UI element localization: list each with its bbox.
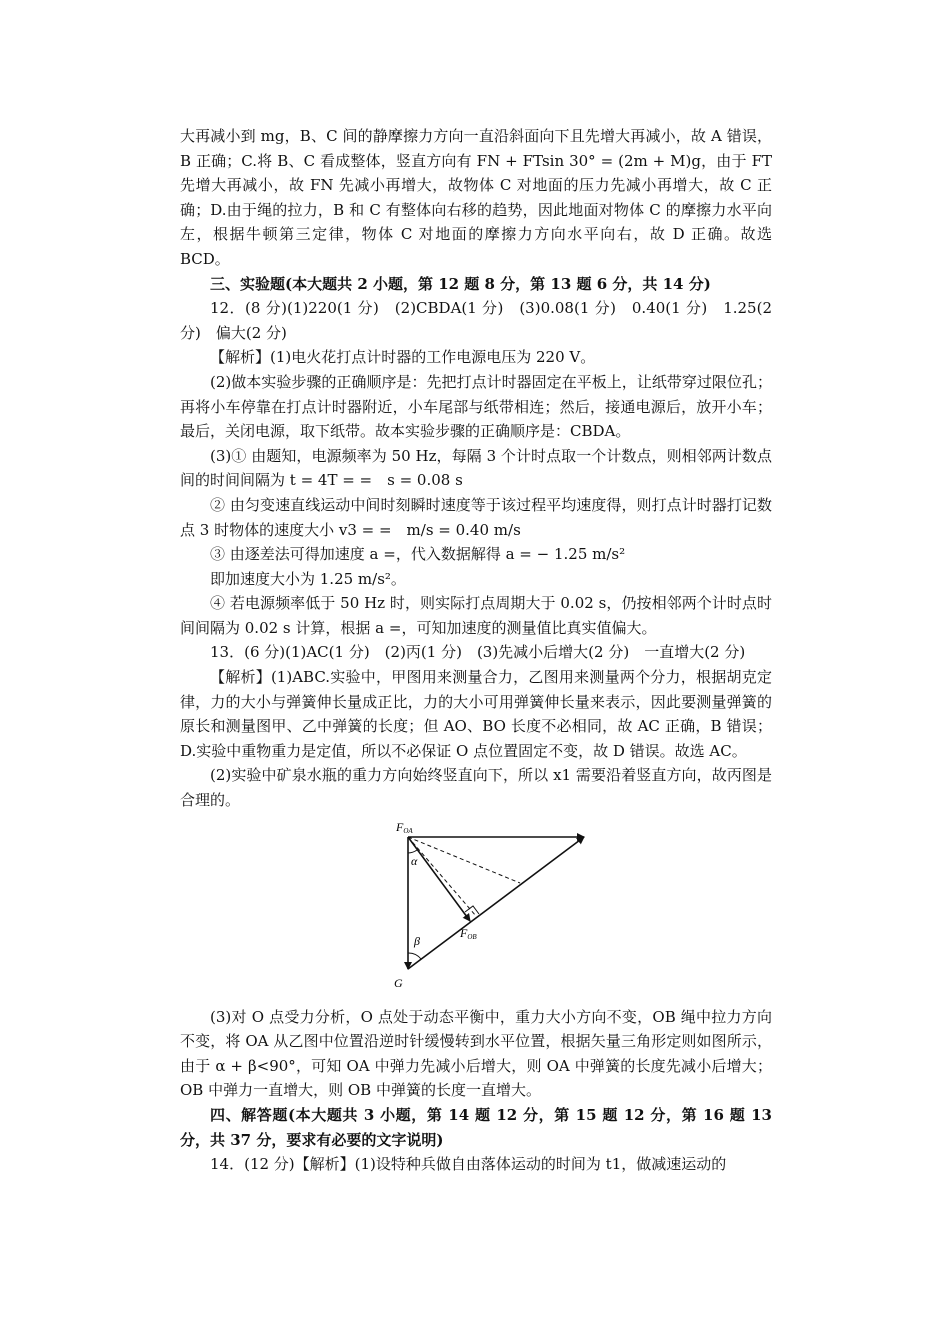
section-heading-solutions: 四、解答题(本大题共 3 小题，第 14 题 12 分，第 15 题 12 分，第 16 题 13 分，共 37 分，要求有必要的文字说明) [180, 1106, 772, 1149]
fob-vector [408, 837, 470, 921]
section-heading-experiments: 三、实验题(本大题共 2 小题，第 12 题 8 分，第 13 题 6 分，共 14 分) [210, 274, 711, 293]
foa-label: FOA [396, 819, 413, 835]
analysis-13-2: (2)实验中矿泉水瓶的重力方向始终竖直向下，所以 x1 需要沿着竖直方向，故丙图是合理的。 [180, 766, 772, 810]
answer-12: 12．(8 分)(1)220(1 分) (2)CBDA(1 分) (3)0.08(1 分) 0.40(1 分) 1.25(2 分) 偏大(2 分) [180, 299, 772, 342]
beta-arc [408, 953, 421, 959]
force-triangle-diagram [394, 819, 594, 991]
analysis-12-3-2: ② 由匀变速直线运动中间时刻瞬时速度等于该过程平均速度得，则打点计时器打记数点 3 时物体的速度大小 v3 = = m/s = 0.40 m/s [180, 495, 772, 539]
analysis-12-3-3: ③ 由逐差法可得加速度 a =，代入数据解得 a = − 1.25 m/s² [210, 545, 626, 564]
resultant-side [408, 837, 584, 969]
analysis-12-3-4: ④ 若电源频率低于 50 Hz 时，则实际打点周期大于 0.02 s，仍按相邻两个计时点时间间隔为 0.02 s 计算，根据 a =，可知加速度的测量值比真实值偏大。 [180, 594, 772, 637]
right-angle-marker [465, 906, 479, 914]
force-triangle-figure [180, 819, 772, 997]
analysis-12-3-3b: 即加速度大小为 1.25 m/s²。 [210, 569, 406, 588]
analysis-12-1: 【解析】(1)电火花打点计时器的工作电源电压为 220 V。 [210, 348, 596, 367]
g-label: G [394, 975, 403, 990]
paragraph-1: 大再减小到 mg，B、C 间的静摩擦力方向一直沿斜面向下且先增大再减小，故 A 错误，B 正确；C.将 B、C 看成整体，竖直方向有 FN + FTsin 30° = (2m + M)g，由于 FT 先增大再减小，故 FN 先减小再增大，故物体 C 对地面的压力先减小再增大，故 C 正确；D.由于绳的拉力，B 和 C 有整体向右移的趋势，因此地面对物体 C 的摩擦力水平向左，根据牛顿第三定律，物体 C 对地面的摩擦力方向水平向右，故 D 正确。故选 BCD。 [180, 127, 772, 268]
beta-label: β [414, 933, 420, 948]
analysis-12-2: (2)做本实验步骤的正确顺序是：先把打点计时器固定在平板上，让纸带穿过限位孔；再将小车停靠在打点计时器附近，小车尾部与纸带相连；然后，接通电源后，放开小车；最后，关闭电源，取下纸带。故本实验步骤的正确顺序是：CBDA。 [180, 372, 772, 441]
answer-13: 13．(6 分)(1)AC(1 分) (2)丙(1 分) (3)先减小后增大(2 分) 一直增大(2 分) [210, 643, 746, 662]
fob-label: FOB [460, 925, 477, 941]
alpha-label: α [411, 853, 418, 868]
dashed-line-2 [408, 837, 476, 916]
analysis-13-1: 【解析】(1)ABC.实验中，甲图用来测量合力，乙图用来测量两个分力，根据胡克定律，力的大小与弹簧伸长量成正比，力的大小可用弹簧伸长量来表示，因此要测量弹簧的原长和测量图甲、乙中弹簧的长度；但 AO、BO 长度不必相同，故 AC 正确，B 错误；D.实验中重物重力是定值，所以不必保证 O 点位置固定不变，故 D 错误。故选 AC。 [180, 668, 772, 760]
analysis-13-3: (3)对 O 点受力分析，O 点处于动态平衡中，重力大小方向不变，OB 绳中拉力方向不变，将 OA 从乙图中位置沿逆时针缓慢转到水平位置，根据矢量三角形定则如图所示，由于 α + β<90°，可知 OA 中弹力先减小后增大，则 OA 中弹簧的长度先减小后增大；OB 中弹力一直增大，则 OB 中弹簧的长度一直增大。 [180, 1007, 772, 1100]
alpha-arc [408, 850, 417, 853]
analysis-12-3-1: (3)① 由题知，电源频率为 50 Hz，每隔 3 个计时点取一个计数点，则相邻两计数点间的时间间隔为 t = 4T = = s = 0.08 s [180, 446, 772, 490]
page-content [180, 124, 772, 1177]
answer-14-start: 14．(12 分)【解析】(1)设特种兵做自由落体运动的时间为 t1，做减速运动的 [210, 1155, 727, 1174]
